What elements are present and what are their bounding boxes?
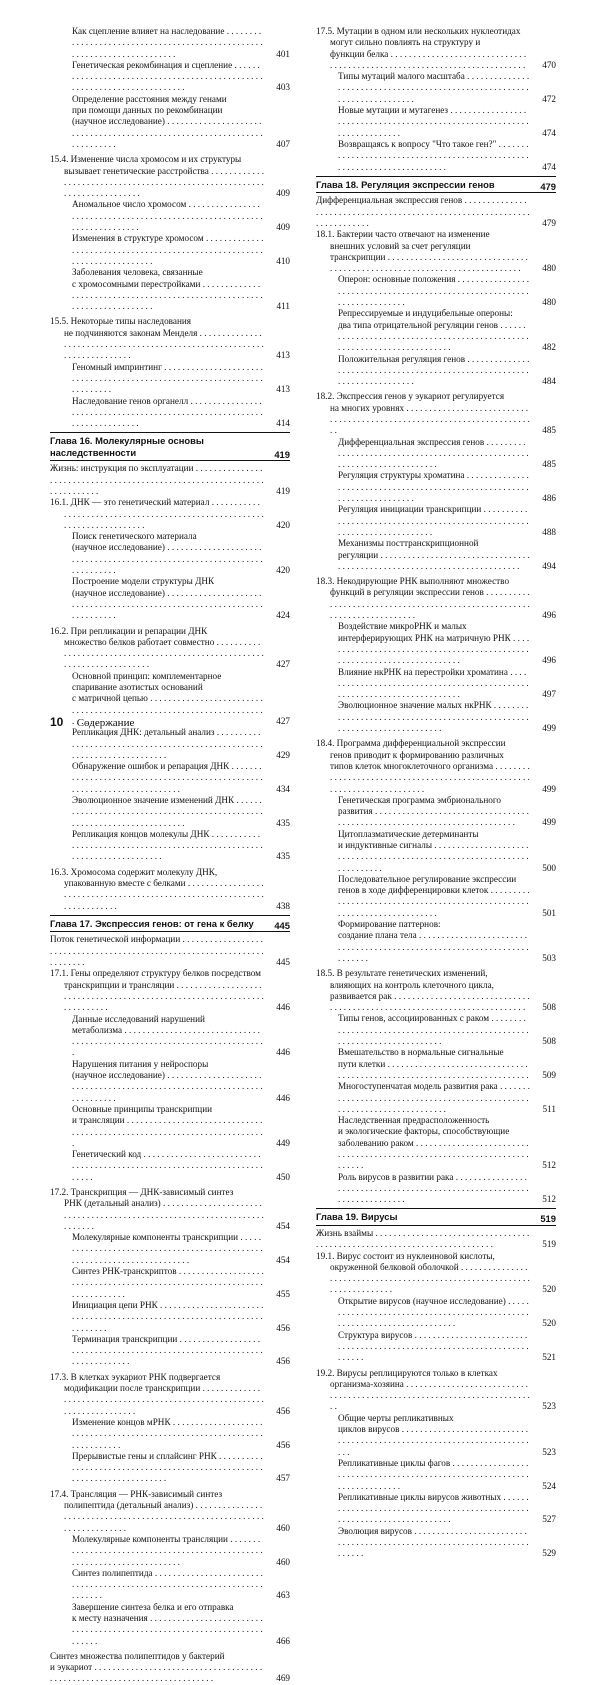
toc-page-number: 435 <box>276 817 290 828</box>
toc-entry-title: 17.2. Транскрипция — ДНК-зависимый синтез РНК (детальный анализ) . . . <box>50 1187 290 1232</box>
toc-page-number: 434 <box>276 783 290 794</box>
toc-entry-title: 15.5. Некоторые типы наследования не подчиняются законам Менделя . . . <box>50 316 290 361</box>
toc-page-number: 484 <box>542 376 556 387</box>
toc-subsection-entry[interactable] <box>316 274 556 308</box>
toc-page-number: 511 <box>542 1103 556 1114</box>
toc-page-number: 520 <box>542 1284 556 1295</box>
toc-entry-title: Данные исследований нарушений метаболизма . . . <box>50 1014 290 1059</box>
toc-section-entry[interactable] <box>50 867 290 912</box>
toc-subsection-entry[interactable] <box>50 761 290 795</box>
toc-subsection-entry[interactable] <box>50 1014 290 1059</box>
toc-page-number: 508 <box>542 1002 556 1013</box>
toc-page-number: 466 <box>276 1635 290 1646</box>
toc-subsection-entry[interactable] <box>316 308 556 353</box>
toc-entry-title: Заболевания человека, связанные с хромосомными перестройками . . . <box>50 267 290 312</box>
toc-subsection-entry[interactable] <box>316 667 556 701</box>
footer-label: Содержание <box>76 717 135 729</box>
toc-section-entry[interactable] <box>50 1372 290 1417</box>
toc-page-number: 527 <box>542 1514 556 1525</box>
toc-entry-title: Основной принцип: комплементарное спаривание азотистых оснований с матричной цепью . . . <box>50 671 290 727</box>
toc-subsection-entry[interactable] <box>50 1149 290 1183</box>
toc-entry-title: 19.1. Вирус состоит из нуклеиновой кислоты, окруженной белковой оболочкой . . . <box>316 1251 556 1296</box>
toc-entry-title: Генетический код . . . <box>50 1149 290 1183</box>
toc-entry-title: Изменение концов мРНК . . . <box>50 1417 290 1451</box>
toc-page-number: 438 <box>276 900 290 911</box>
toc-page-number: 508 <box>542 1036 556 1047</box>
toc-subsection-entry[interactable] <box>50 1266 290 1300</box>
toc-section-entry[interactable] <box>316 391 556 436</box>
toc-page-number: 424 <box>276 610 290 621</box>
toc-section-entry[interactable] <box>316 26 556 71</box>
toc-entry-title: Синтез множества полипептидов у бактерий и эукариот . . . <box>50 1651 290 1685</box>
toc-entry-title: 18.3. Некодирующие РНК выполняют множество функций в регуляции экспрессии генов . . . <box>316 576 556 621</box>
toc-subsection-entry[interactable] <box>50 1451 290 1485</box>
toc-subsection-entry[interactable] <box>50 1104 290 1149</box>
toc-page-number: 446 <box>276 1047 290 1058</box>
toc-section-entry[interactable] <box>50 316 290 361</box>
toc-page-number: 512 <box>542 1194 556 1205</box>
toc-entry-title: Репликативные циклы фагов . . . <box>316 1458 556 1492</box>
toc-page-number: 413 <box>276 384 290 395</box>
toc-section-entry[interactable] <box>316 229 556 274</box>
toc-subsection-entry[interactable] <box>316 795 556 829</box>
toc-subsection-entry[interactable] <box>50 1232 290 1266</box>
toc-entry-title: Влияние нкРНК на перестройки хроматина . . . <box>316 667 556 701</box>
toc-entry-title: 17.1. Гены определяют структуру белков посредством транскрипции и трансляции . . . <box>50 968 290 1013</box>
toc-page-number: 523 <box>542 1401 556 1412</box>
toc-subsection-entry[interactable] <box>316 1013 556 1047</box>
toc-subsection-entry[interactable] <box>50 1602 290 1647</box>
toc-intro-entry[interactable] <box>316 1228 556 1251</box>
toc-entry-title: Поиск генетического материала (научное исследование) . . . <box>50 531 290 576</box>
toc-subsection-entry[interactable] <box>50 267 290 312</box>
toc-page-number: 419 <box>274 448 290 460</box>
toc-entry-title: 19.2. Вирусы реплицируются только в клетках организма-хозяина . . . <box>316 1368 556 1413</box>
toc-page-number: 497 <box>542 689 556 700</box>
toc-section-entry[interactable] <box>50 626 290 671</box>
toc-intro-entry[interactable] <box>316 195 556 229</box>
toc-entry-title: Эволюционное значение малых нкРНК . . . <box>316 700 556 734</box>
toc-entry-title: Жизнь взаймы . . . <box>316 1228 556 1251</box>
toc-subsection-entry[interactable] <box>50 1568 290 1602</box>
toc-intro-entry[interactable] <box>50 463 290 497</box>
toc-page-number: 427 <box>276 715 290 726</box>
toc-page-number: 482 <box>542 342 556 353</box>
toc-page-number: 512 <box>542 1160 556 1171</box>
toc-entry-title: Открытие вирусов (научное исследование) . . . <box>316 1296 556 1330</box>
toc-subsection-entry[interactable] <box>50 199 290 233</box>
toc-subsection-entry[interactable] <box>316 1115 556 1171</box>
toc-subsection-entry[interactable] <box>316 700 556 734</box>
toc-page-number: 486 <box>542 493 556 504</box>
toc-page-number: 488 <box>542 526 556 537</box>
toc-page-number: 472 <box>542 93 556 104</box>
toc-entry-title: Механизмы посттранскрипционной регуляции . . . <box>316 538 556 572</box>
page-number: 10 <box>50 715 64 729</box>
toc-entry-title: Дифференциальная экспрессия генов . . . <box>316 195 556 229</box>
toc-page-number: 469 <box>276 1673 290 1684</box>
toc-subsection-entry[interactable] <box>50 362 290 396</box>
toc-entry-title: Глава 19. Вирусы <box>316 1211 398 1223</box>
toc-entry-title: Молекулярные компоненты трансляции . . . <box>50 1534 290 1568</box>
toc-page-number: 450 <box>276 1171 290 1182</box>
toc-page-number: 519 <box>542 1239 556 1250</box>
toc-subsection-entry[interactable] <box>316 1492 556 1526</box>
toc-entry-title: Инициация цепи РНК . . . <box>50 1300 290 1334</box>
toc-entry-title: Последовательное регулирование экспрессии генов в ходе дифференцировки клеток . . . <box>316 874 556 919</box>
toc-subsection-entry[interactable] <box>50 1417 290 1451</box>
toc-page-number: 519 <box>540 1213 556 1225</box>
toc-entry-title: 17.3. В клетках эукариот РНК подвергается модификации после транскрипции . . . <box>50 1372 290 1417</box>
toc-subsection-entry[interactable] <box>316 874 556 919</box>
toc-entry-title: Репликация ДНК: детальный анализ . . . <box>50 727 290 761</box>
toc-subsection-entry[interactable] <box>50 1534 290 1568</box>
toc-subsection-entry[interactable] <box>316 621 556 666</box>
toc-page-number: 413 <box>276 350 290 361</box>
toc-subsection-entry[interactable] <box>316 354 556 388</box>
toc-page-number: 460 <box>276 1556 290 1567</box>
toc-entry-title: Поток генетической информации . . . <box>50 934 290 968</box>
toc-subsection-entry[interactable] <box>50 233 290 267</box>
toc-subsection-entry[interactable] <box>316 1296 556 1330</box>
toc-entry-title: Многоступенчатая модель развития рака . . . <box>316 1081 556 1115</box>
toc-page-number: 520 <box>542 1318 556 1329</box>
toc-entry-title: Репликативные циклы вирусов животных . . . <box>316 1492 556 1526</box>
toc-subsection-entry[interactable] <box>316 437 556 471</box>
toc-entry-title: Положительная регуляция генов . . . <box>316 354 556 388</box>
toc-entry-title: Аномальное число хромосом . . . <box>50 199 290 233</box>
toc-entry-title: Построение модели структуры ДНК (научное исследование) . . . <box>50 576 290 621</box>
toc-entry-title: Типы мутаций малого масштаба . . . <box>316 71 556 105</box>
toc-entry-title: Наследственная предрасположенность и экологические факторы, способствующие заболеванию раком . . . <box>316 1115 556 1171</box>
toc-entry-title: Регуляция структуры хроматина . . . <box>316 470 556 504</box>
toc-subsection-entry[interactable] <box>316 829 556 874</box>
toc-entry-title: Наследование генов органелл . . . <box>50 396 290 430</box>
toc-entry-title: 18.5. В результате генетических изменений, влияющих на контроль клеточного цикла, развивается рак . . . <box>316 968 556 1013</box>
toc-page-number: 524 <box>542 1480 556 1491</box>
toc-entry-title: Эволюция вирусов . . . <box>316 1526 556 1560</box>
toc-subsection-entry[interactable] <box>50 795 290 829</box>
toc-chapter-heading[interactable] <box>316 176 556 194</box>
toc-page-number: 480 <box>542 297 556 308</box>
toc-section-entry[interactable] <box>316 1368 556 1413</box>
toc-section-entry[interactable] <box>316 1251 556 1296</box>
toc-entry-title: Прерывистые гены и сплайсинг РНК . . . <box>50 1451 290 1485</box>
toc-entry-title: Генетическая программа эмбрионального развития . . . <box>316 795 556 829</box>
toc-intro-entry[interactable] <box>50 934 290 968</box>
toc-entry-title: Синтез РНК-транскриптов . . . <box>50 1266 290 1300</box>
toc-page-number: 446 <box>276 1092 290 1103</box>
toc-section-entry[interactable] <box>316 968 556 1013</box>
toc-page-number: 456 <box>276 1405 290 1416</box>
toc-entry-title: Геномный импринтинг . . . <box>50 362 290 396</box>
toc-page-number: 409 <box>276 222 290 233</box>
toc-page-number: 420 <box>276 565 290 576</box>
toc-subsection-entry[interactable] <box>50 60 290 94</box>
toc-page-number: 456 <box>276 1356 290 1367</box>
toc-page-number: 494 <box>542 560 556 571</box>
toc-entry-title: Завершение синтеза белка и его отправка к месту назначения . . . <box>50 1602 290 1647</box>
toc-page-number: 529 <box>542 1548 556 1559</box>
toc-entry-title: Роль вирусов в развитии рака . . . <box>316 1172 556 1206</box>
toc-entry-title: Синтез полипептида . . . <box>50 1568 290 1602</box>
toc-page-number: 446 <box>276 1002 290 1013</box>
toc-entry-title: 17.4. Трансляция — РНК-зависимый синтез полипептида (детальный анализ) . . . <box>50 1489 290 1534</box>
toc-entry-title: Цитоплазматические детерминанты и индуктивные сигналы . . . <box>316 829 556 874</box>
toc-chapter-heading[interactable] <box>316 1208 556 1226</box>
toc-entry-title: Вмешательство в нормальные сигнальные пути клетки . . . <box>316 1047 556 1081</box>
toc-subsection-entry[interactable] <box>50 396 290 430</box>
toc-subsection-entry[interactable] <box>50 1059 290 1104</box>
toc-page-number: 401 <box>276 48 290 59</box>
toc-column-left <box>50 26 290 1685</box>
toc-page-number: 523 <box>542 1446 556 1457</box>
toc-entry-title: Глава 18. Регуляция экспрессии генов <box>316 178 495 190</box>
toc-page-number: 480 <box>542 263 556 274</box>
toc-subsection-entry[interactable] <box>50 94 290 150</box>
toc-page-number: 456 <box>276 1439 290 1450</box>
toc-entry-title: Глава 17. Экспрессия генов: от гена к белку <box>50 917 254 929</box>
toc-entry-title: Глава 16. Молекулярные основы наследственности <box>50 435 204 458</box>
toc-entry-title: 16.1. ДНК — это генетический материал . . . <box>50 497 290 531</box>
toc-entry-title: Нарушения питания у нейроспоры (научное исследование) . . . <box>50 1059 290 1104</box>
toc-entry-title: 16.2. При репликации и репарации ДНК множество белков работает совместно . . . <box>50 626 290 671</box>
toc-entry-title: 18.2. Экспрессия генов у эукариот регулируется на многих уровнях . . . <box>316 391 556 436</box>
toc-page-number: 470 <box>542 59 556 70</box>
toc-entry-title: Формирование паттернов: создание плана тела . . . <box>316 919 556 964</box>
toc-intro-entry[interactable] <box>50 1651 290 1685</box>
toc-section-entry[interactable] <box>316 576 556 621</box>
toc-entry-title: Оперон: основные положения . . . <box>316 274 556 308</box>
toc-subsection-entry[interactable] <box>316 1458 556 1492</box>
toc-page-number: 499 <box>542 723 556 734</box>
toc-page-number: 503 <box>542 952 556 963</box>
toc-page-number: 501 <box>542 907 556 918</box>
toc-subsection-entry[interactable] <box>316 1172 556 1206</box>
toc-page-number: 485 <box>542 425 556 436</box>
toc-entry-title: 17.5. Мутации в одном или нескольких нуклеотидах могут сильно повлиять на структуру и функции белка . . . <box>316 26 556 71</box>
toc-page-number: 485 <box>542 459 556 470</box>
toc-subsection-entry[interactable] <box>316 105 556 139</box>
toc-page-number: 457 <box>276 1473 290 1484</box>
toc-entry-title: 18.1. Бактерии часто отвечают на изменение внешних условий за счет регуляции транскрипции . . . <box>316 229 556 274</box>
toc-subsection-entry[interactable] <box>50 531 290 576</box>
toc-entry-title: Генетическая рекомбинация и сцепление . . . <box>50 60 290 94</box>
toc-section-entry[interactable] <box>50 1489 290 1534</box>
toc-page-number: 420 <box>276 519 290 530</box>
toc-subsection-entry[interactable] <box>316 1526 556 1560</box>
toc-subsection-entry[interactable] <box>316 504 556 538</box>
toc-page-number: 414 <box>276 418 290 429</box>
toc-subsection-entry[interactable] <box>316 139 556 173</box>
toc-page-number: 499 <box>542 817 556 828</box>
toc-page-number: 463 <box>276 1590 290 1601</box>
toc-section-entry[interactable] <box>50 497 290 531</box>
toc-page-number: 454 <box>276 1254 290 1265</box>
toc-page-number: 445 <box>276 957 290 968</box>
toc-page-number: 521 <box>542 1352 556 1363</box>
toc-chapter-heading[interactable] <box>50 432 290 461</box>
toc-page-number: 449 <box>276 1137 290 1148</box>
toc-entry-title: 16.3. Хромосома содержит молекулу ДНК, упакованную вместе с белками . . . <box>50 867 290 912</box>
toc-subsection-entry[interactable] <box>50 26 290 60</box>
toc-entry-title: Дифференциальная экспрессия генов . . . <box>316 437 556 471</box>
toc-page-number: 454 <box>276 1220 290 1231</box>
toc-page-number: 499 <box>542 783 556 794</box>
toc-page-number: 419 <box>276 485 290 496</box>
toc-subsection-entry[interactable] <box>50 1300 290 1334</box>
toc-page-number: 411 <box>276 301 290 312</box>
toc-page-number: 456 <box>276 1322 290 1333</box>
toc-column-right <box>316 26 556 1560</box>
toc-entry-title: Общие черты репликативных циклов вирусов . . . <box>316 1413 556 1458</box>
toc-subsection-entry[interactable] <box>50 727 290 761</box>
toc-entry-title: Репликация концов молекулы ДНК . . . <box>50 829 290 863</box>
toc-page-number: 496 <box>542 655 556 666</box>
toc-page-number: 455 <box>276 1288 290 1299</box>
toc-entry-title: Терминация транскрипции . . . <box>50 1334 290 1368</box>
toc-subsection-entry[interactable] <box>50 829 290 863</box>
toc-chapter-heading[interactable] <box>50 915 290 933</box>
toc-subsection-entry[interactable] <box>316 1330 556 1364</box>
toc-entry-title: 15.4. Изменение числа хромосом и их структуры вызывает генетические расстройства . . . <box>50 154 290 199</box>
toc-entry-title: Изменения в структуре хромосом . . . <box>50 233 290 267</box>
toc-section-entry[interactable] <box>50 154 290 199</box>
toc-page-number: 403 <box>276 82 290 93</box>
toc-page-number: 500 <box>542 862 556 873</box>
toc-page-number: 407 <box>276 138 290 149</box>
toc-subsection-entry[interactable] <box>316 1413 556 1458</box>
toc-subsection-entry[interactable] <box>316 919 556 964</box>
toc-subsection-entry[interactable] <box>316 1081 556 1115</box>
toc-subsection-entry[interactable] <box>316 470 556 504</box>
toc-page-number: 429 <box>276 749 290 760</box>
toc-entry-title: Регуляция инициации транскрипции . . . <box>316 504 556 538</box>
toc-section-entry[interactable] <box>50 1187 290 1232</box>
toc-entry-title: Структура вирусов . . . <box>316 1330 556 1364</box>
toc-page-number: 479 <box>542 217 556 228</box>
toc-page-number: 435 <box>276 851 290 862</box>
toc-entry-title: Основные принципы транскрипции и трансляции . . . <box>50 1104 290 1149</box>
toc-entry-title: Эволюционное значение изменений ДНК . . . <box>50 795 290 829</box>
toc-entry-title: Новые мутации и мутагенез . . . <box>316 105 556 139</box>
toc-page-number: 479 <box>540 180 556 192</box>
toc-entry-title: Возвращаясь к вопросу "Что такое ген?" . . . <box>316 139 556 173</box>
toc-subsection-entry[interactable] <box>316 1047 556 1081</box>
toc-subsection-entry[interactable] <box>316 71 556 105</box>
toc-page-number: 496 <box>542 610 556 621</box>
toc-page-number: 509 <box>542 1069 556 1080</box>
toc-entry-title: Жизнь: инструкция по эксплуатации . . . <box>50 463 290 497</box>
toc-page-number: 460 <box>276 1522 290 1533</box>
toc-page-number: 474 <box>542 127 556 138</box>
toc-subsection-entry[interactable] <box>50 576 290 621</box>
toc-entry-title: Определение расстояния между генами при помощи данных по рекомбинации (научное исследование) . . . <box>50 94 290 150</box>
toc-subsection-entry[interactable] <box>50 1334 290 1368</box>
toc-page-number: 410 <box>276 255 290 266</box>
toc-entry-title: Воздействие микроРНК и малых интерферирующих РНК на матричную РНК . . . <box>316 621 556 666</box>
toc-subsection-entry[interactable] <box>316 538 556 572</box>
toc-page-number: 445 <box>274 919 290 931</box>
toc-section-entry[interactable] <box>316 738 556 794</box>
toc-entry-title: Репрессируемые и индуцибельные опероны: два типа отрицательной регуляции генов . . . <box>316 308 556 353</box>
page-footer <box>50 715 134 729</box>
toc-section-entry[interactable] <box>50 968 290 1013</box>
toc-page-number: 427 <box>276 659 290 670</box>
toc-entry-title: Обнаружение ошибок и репарация ДНК . . . <box>50 761 290 795</box>
toc-entry-title: Типы генов, ассоциированных с раком . . . <box>316 1013 556 1047</box>
toc-entry-title: Как сцепление влияет на наследование . . . <box>50 26 290 60</box>
toc-entry-title: Молекулярные компоненты транскрипции . . . <box>50 1232 290 1266</box>
toc-entry-title: 18.4. Программа дифференциальной экспрессии генов приводит к формированию различных типов клеток многоклеточного организма . . . <box>316 738 556 794</box>
toc-page-number: 409 <box>276 188 290 199</box>
toc-page-number: 474 <box>542 161 556 172</box>
